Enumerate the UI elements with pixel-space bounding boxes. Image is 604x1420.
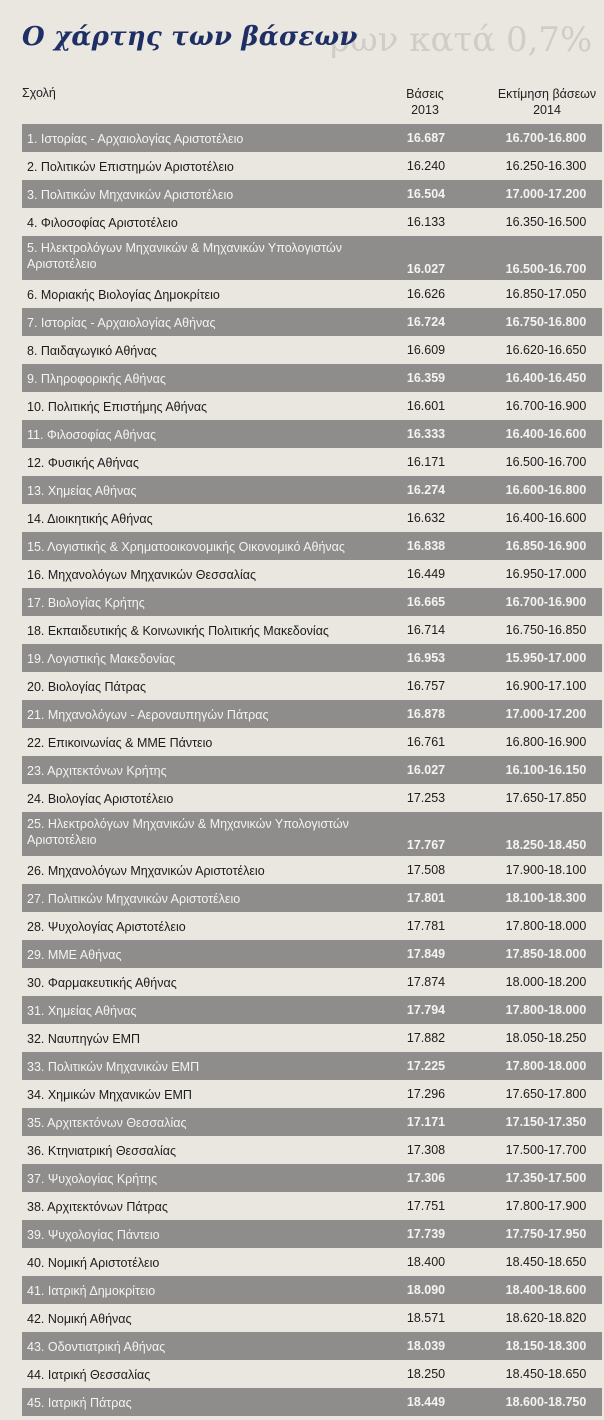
table-row [22, 124, 602, 152]
school-name: 13. Χημείας Αθήνας [27, 484, 137, 498]
table-row [22, 1276, 602, 1304]
table-row [22, 912, 602, 940]
bases-2013-value: 17.308 [406, 1143, 446, 1157]
estimate-2014-value: 17.650-17.850 [505, 791, 587, 805]
table-row [22, 672, 602, 700]
column-header-bases-2013: Βάσεις 2013 [406, 87, 444, 117]
estimate-2014-value: 16.100-16.150 [505, 763, 587, 777]
school-name: 15. Λογιστικής & Χρηματοοικονομικής Οικονομικό Αθήνας [27, 540, 345, 554]
school-name: 28. Ψυχολογίας Αριστοτέλειο [27, 920, 186, 934]
bases-2013-value: 17.794 [406, 1003, 446, 1017]
table-row [22, 336, 602, 364]
table-row [22, 1360, 602, 1388]
school-name: 26. Μηχανολόγων Μηχανικών Αριστοτέλειο [27, 864, 265, 878]
estimate-2014-value: 16.400-16.450 [505, 371, 587, 385]
bases-2013-value: 17.751 [406, 1199, 446, 1213]
school-name: 21. Μηχανολόγων - Αεροναυπηγών Πάτρας [27, 708, 269, 722]
school-name: 44. Ιατρική Θεσσαλίας [27, 1368, 151, 1382]
school-name: 38. Αρχιτεκτόνων Πάτρας [27, 1200, 168, 1214]
bases-2013-value: 16.601 [406, 399, 446, 413]
estimate-2014-value: 17.150-17.350 [505, 1115, 587, 1129]
estimate-2014-value: 16.500-16.700 [505, 455, 587, 469]
bases-2013-value: 16.687 [406, 131, 446, 145]
school-name: 7. Ιστορίας - Αρχαιολογίας Αθήνας [27, 316, 216, 330]
column-header-estimate-2014: Εκτίμηση βάσεων 2014 [497, 87, 597, 117]
school-name: 33. Πολιτικών Μηχανικών ΕΜΠ [27, 1060, 200, 1074]
table-row [22, 1136, 602, 1164]
table-row [22, 996, 602, 1024]
bases-2013-value: 18.449 [406, 1395, 446, 1409]
bases-2013-value: 16.027 [406, 763, 446, 777]
bases-2013-value: 16.632 [406, 511, 446, 525]
school-name: 14. Διοικητικής Αθήνας [27, 512, 153, 526]
estimate-2014-value: 16.750-16.850 [505, 623, 587, 637]
school-name: 18. Εκπαιδευτικής & Κοινωνικής Πολιτικής Μακεδονίας [27, 624, 329, 638]
school-name: 36. Κτηνιατρική Θεσσαλίας [27, 1144, 177, 1158]
school-name: 2. Πολιτικών Επιστημών Αριστοτέλειο [27, 160, 234, 174]
table-row [22, 940, 602, 968]
bases-2013-value: 16.449 [406, 567, 446, 581]
estimate-2014-value: 16.950-17.000 [505, 567, 587, 581]
estimate-2014-value: 18.450-18.650 [505, 1367, 587, 1381]
estimate-2014-value: 17.800-18.000 [505, 1059, 587, 1073]
estimate-2014-value: 17.750-17.950 [505, 1227, 587, 1241]
estimate-2014-value: 17.800-17.900 [505, 1199, 587, 1213]
estimate-2014-value: 18.250-18.450 [505, 838, 587, 852]
estimate-2014-value: 16.700-16.800 [505, 131, 587, 145]
estimate-2014-value: 16.900-17.100 [505, 679, 587, 693]
estimate-2014-value: 17.350-17.500 [505, 1171, 587, 1185]
table-row [22, 308, 602, 336]
school-name: 35. Αρχιτεκτόνων Θεσσαλίας [27, 1116, 187, 1130]
table-row [22, 208, 602, 236]
bases-2013-value: 16.724 [406, 315, 446, 329]
bases-2013-value: 17.882 [406, 1031, 446, 1045]
school-name: 6. Μοριακής Βιολογίας Δημοκρίτειο [27, 288, 220, 302]
table-row [22, 180, 602, 208]
estimate-2014-value: 16.350-16.500 [505, 215, 587, 229]
estimate-2014-value: 18.600-18.750 [505, 1395, 587, 1409]
table-row [22, 728, 602, 756]
bases-2013-value: 16.027 [406, 262, 446, 276]
school-name: 20. Βιολογίας Πάτρας [27, 680, 146, 694]
table-row [22, 856, 602, 884]
estimate-2014-value: 16.750-16.800 [505, 315, 587, 329]
table-row [22, 1220, 602, 1248]
table-row [22, 700, 602, 728]
school-name: 8. Παιδαγωγικό Αθήνας [27, 344, 157, 358]
bases-2013-value: 17.296 [406, 1087, 446, 1101]
estimate-2014-value: 17.850-18.000 [505, 947, 587, 961]
bases-2013-value: 17.781 [406, 919, 446, 933]
table-row [22, 1108, 602, 1136]
estimate-2014-value: 16.400-16.600 [505, 427, 587, 441]
school-name: 1. Ιστορίας - Αρχαιολογίας Αριστοτέλειο [27, 132, 244, 146]
table-row [22, 448, 602, 476]
school-name: 23. Αρχιτεκτόνων Κρήτης [27, 764, 167, 778]
bases-2013-value: 16.665 [406, 595, 446, 609]
table-body [22, 124, 602, 1416]
estimate-2014-value: 16.850-16.900 [505, 539, 587, 553]
estimate-2014-value: 16.800-16.900 [505, 735, 587, 749]
estimate-2014-value: 18.050-18.250 [505, 1031, 587, 1045]
table-row [22, 560, 602, 588]
table-row [22, 1388, 602, 1416]
table-row [22, 364, 602, 392]
table-row [22, 504, 602, 532]
estimate-2014-value: 16.700-16.900 [505, 399, 587, 413]
bases-2013-value: 18.400 [406, 1255, 446, 1269]
bases-2013-value: 17.253 [406, 791, 446, 805]
estimate-2014-value: 17.900-18.100 [505, 863, 587, 877]
table-row [22, 1080, 602, 1108]
table-row [22, 1164, 602, 1192]
bases-2013-value: 16.133 [406, 215, 446, 229]
school-name: 12. Φυσικής Αθήνας [27, 456, 139, 470]
estimate-2014-value: 17.800-18.000 [505, 1003, 587, 1017]
estimate-2014-value: 18.000-18.200 [505, 975, 587, 989]
bases-2013-value: 17.225 [406, 1059, 446, 1073]
school-name: 34. Χημικών Μηχανικών ΕΜΠ [27, 1088, 192, 1102]
column-header-school: Σχολή [22, 86, 56, 100]
school-name: 39. Ψυχολογίας Πάντειο [27, 1228, 160, 1242]
bases-2013-value: 17.849 [406, 947, 446, 961]
bases-2013-value: 16.626 [406, 287, 446, 301]
estimate-2014-value: 17.000-17.200 [505, 187, 587, 201]
school-name: 31. Χημείας Αθήνας [27, 1004, 137, 1018]
table-row [22, 236, 602, 280]
bases-2013-value: 16.171 [406, 455, 446, 469]
estimate-2014-value: 17.650-17.800 [505, 1087, 587, 1101]
table-row [22, 784, 602, 812]
estimate-2014-value: 17.000-17.200 [505, 707, 587, 721]
table-row [22, 420, 602, 448]
bases-2013-value: 16.838 [406, 539, 446, 553]
estimate-2014-value: 18.450-18.650 [505, 1255, 587, 1269]
estimate-2014-value: 16.620-16.650 [505, 343, 587, 357]
estimate-2014-value: 15.950-17.000 [505, 651, 587, 665]
estimate-2014-value: 18.150-18.300 [505, 1339, 587, 1353]
estimate-2014-value: 16.850-17.050 [505, 287, 587, 301]
bases-2013-value: 17.874 [406, 975, 446, 989]
estimate-2014-value: 17.800-18.000 [505, 919, 587, 933]
table-row [22, 280, 602, 308]
estimate-2014-value: 16.600-16.800 [505, 483, 587, 497]
school-name: 30. Φαρμακευτικής Αθήνας [27, 976, 177, 990]
bases-2013-value: 16.240 [406, 159, 446, 173]
table-row [22, 968, 602, 996]
school-name: 19. Λογιστικής Μακεδονίας [27, 652, 176, 666]
bases-2013-value: 17.508 [406, 863, 446, 877]
school-name: 9. Πληροφορικής Αθήνας [27, 372, 166, 386]
school-name: 32. Ναυπηγών ΕΜΠ [27, 1032, 141, 1046]
estimate-2014-value: 16.250-16.300 [505, 159, 587, 173]
bases-2013-value: 16.609 [406, 343, 446, 357]
background-headline-bleed: ρων κατά 0,7% [330, 20, 593, 60]
table-row [22, 476, 602, 504]
estimate-2014-value: 16.700-16.900 [505, 595, 587, 609]
estimate-2014-value: 18.620-18.820 [505, 1311, 587, 1325]
table-header [22, 80, 602, 122]
bases-2013-value: 18.571 [406, 1311, 446, 1325]
school-name: 17. Βιολογίας Κρήτης [27, 596, 145, 610]
school-name: 24. Βιολογίας Αριστοτέλειο [27, 792, 174, 806]
bases-2013-value: 16.757 [406, 679, 446, 693]
school-name: 5. Ηλεκτρολόγων Μηχανικών & Μηχανικών Υπολογιστών Αριστοτέλειο [27, 241, 342, 271]
table-row [22, 1024, 602, 1052]
school-name: 45. Ιατρική Πάτρας [27, 1396, 132, 1410]
table-row [22, 812, 602, 856]
table-row [22, 392, 602, 420]
table-row [22, 1304, 602, 1332]
table-row [22, 1248, 602, 1276]
school-name: 40. Νομική Αριστοτέλειο [27, 1256, 160, 1270]
school-name: 4. Φιλοσοφίας Αριστοτέλειο [27, 216, 178, 230]
bases-2013-value: 16.504 [406, 187, 446, 201]
bases-2013-value: 18.090 [406, 1283, 446, 1297]
table-row [22, 152, 602, 180]
bases-2013-value: 18.250 [406, 1367, 446, 1381]
school-name: 43. Οδοντιατρική Αθήνας [27, 1340, 166, 1354]
school-name: 37. Ψυχολογίας Κρήτης [27, 1172, 158, 1186]
table-row [22, 1332, 602, 1360]
bases-2013-value: 18.039 [406, 1339, 446, 1353]
bases-2013-value: 16.953 [406, 651, 446, 665]
estimate-2014-value: 16.500-16.700 [505, 262, 587, 276]
school-name: 42. Νομική Αθήνας [27, 1312, 132, 1326]
school-name: 10. Πολιτικής Επιστήμης Αθήνας [27, 400, 208, 414]
bases-2013-value: 16.333 [406, 427, 446, 441]
school-name: 16. Μηχανολόγων Μηχανικών Θεσσαλίας [27, 568, 257, 582]
bases-2013-value: 16.878 [406, 707, 446, 721]
bases-2013-value: 17.739 [406, 1227, 446, 1241]
bases-2013-value: 16.761 [406, 735, 446, 749]
school-name: 22. Επικοινωνίας & ΜΜΕ Πάντειο [27, 736, 213, 750]
school-name: 29. ΜΜΕ Αθήνας [27, 948, 122, 962]
bases-2013-value: 17.171 [406, 1115, 446, 1129]
table-row [22, 616, 602, 644]
bases-2013-value: 16.714 [406, 623, 446, 637]
table-row [22, 644, 602, 672]
table-row [22, 884, 602, 912]
table-row [22, 532, 602, 560]
table-row [22, 1052, 602, 1080]
table-row [22, 1192, 602, 1220]
school-name: 27. Πολιτικών Μηχανικών Αριστοτέλειο [27, 892, 241, 906]
bases-2013-value: 16.359 [406, 371, 446, 385]
table-row [22, 588, 602, 616]
estimate-2014-value: 18.100-18.300 [505, 891, 587, 905]
bases-2013-value: 17.801 [406, 891, 446, 905]
bases-2013-value: 16.274 [406, 483, 446, 497]
estimate-2014-value: 18.400-18.600 [505, 1283, 587, 1297]
school-name: 11. Φιλοσοφίας Αθήνας [27, 428, 157, 442]
bases-2013-value: 17.767 [406, 838, 446, 852]
bases-2013-value: 17.306 [406, 1171, 446, 1185]
estimate-2014-value: 17.500-17.700 [505, 1143, 587, 1157]
page-title: Ο χάρτης των βάσεων [22, 22, 358, 52]
school-name: 41. Ιατρική Δημοκρίτειο [27, 1284, 156, 1298]
school-name: 3. Πολιτικών Μηχανικών Αριστοτέλειο [27, 188, 234, 202]
school-name: 25. Ηλεκτρολόγων Μηχανικών & Μηχανικών Υπολογιστών Αριστοτέλειο [27, 817, 349, 847]
estimate-2014-value: 16.400-16.600 [505, 511, 587, 525]
table-row [22, 756, 602, 784]
